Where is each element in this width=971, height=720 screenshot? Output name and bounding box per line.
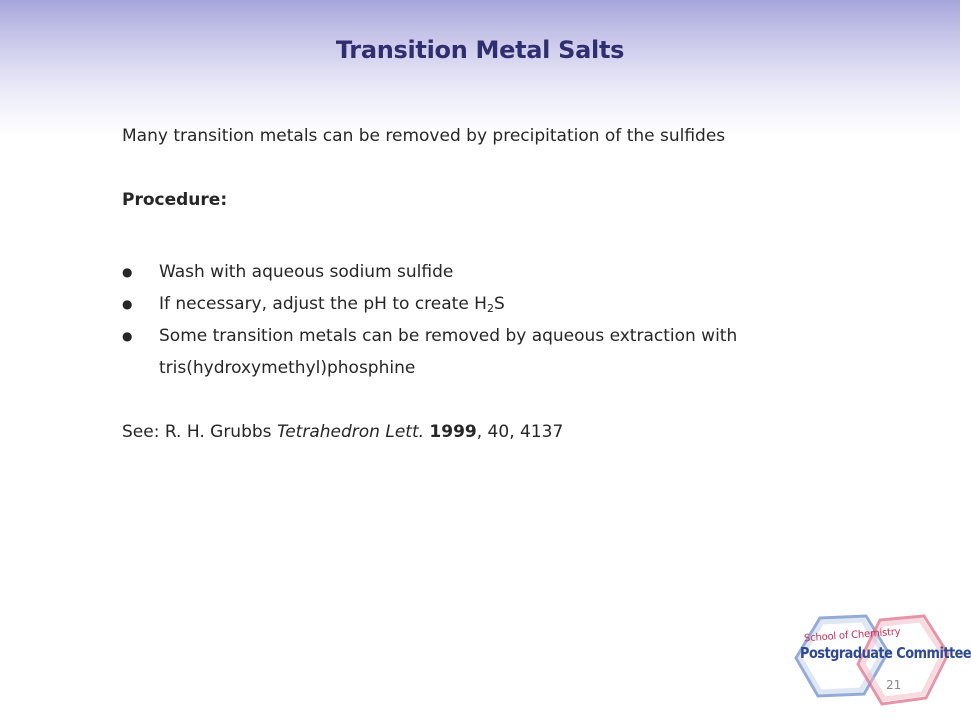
bullet-text-line1: Some transition metals can be removed by aqueous extraction with [159,326,738,346]
slide-title: Transition Metal Salts [335,36,625,64]
bullet-list [122,256,842,384]
intro-text: Many transition metals can be removed by precipitation of the sulfides [122,126,726,146]
procedure-heading: Procedure: [122,190,228,210]
page-number: 21 [886,678,902,692]
subscript: 2 [486,302,494,315]
postgraduate-committee-logo [792,608,971,713]
logo-word-postgraduate: Postgraduate [800,644,893,662]
logo-word-committee: Committee [896,644,971,662]
reference [122,422,862,442]
bullet-text: If necessary, adjust the pH to create H [159,294,487,314]
bullet-item [122,288,842,320]
bullet-text-suffix: S [493,294,505,314]
logo-school-text: School of Chemistry [803,626,901,645]
reference-prefix: See: R. H. Grubbs [122,422,277,442]
reference-year: 1999 [429,422,477,442]
logo-title-text [800,644,971,662]
reference-journal: Tetrahedron Lett. [276,422,425,442]
bullet-text: Wash with aqueous sodium sulfide [159,262,454,282]
bullet-item [122,256,842,288]
bullet-text-line2: tris(hydroxymethyl)phosphine [159,358,416,378]
reference-details: , 40, 4137 [476,422,564,442]
bullet-icon: ● [122,265,133,279]
bullet-icon: ● [122,329,133,343]
bullet-icon: ● [122,297,133,311]
bullet-item [122,320,842,384]
